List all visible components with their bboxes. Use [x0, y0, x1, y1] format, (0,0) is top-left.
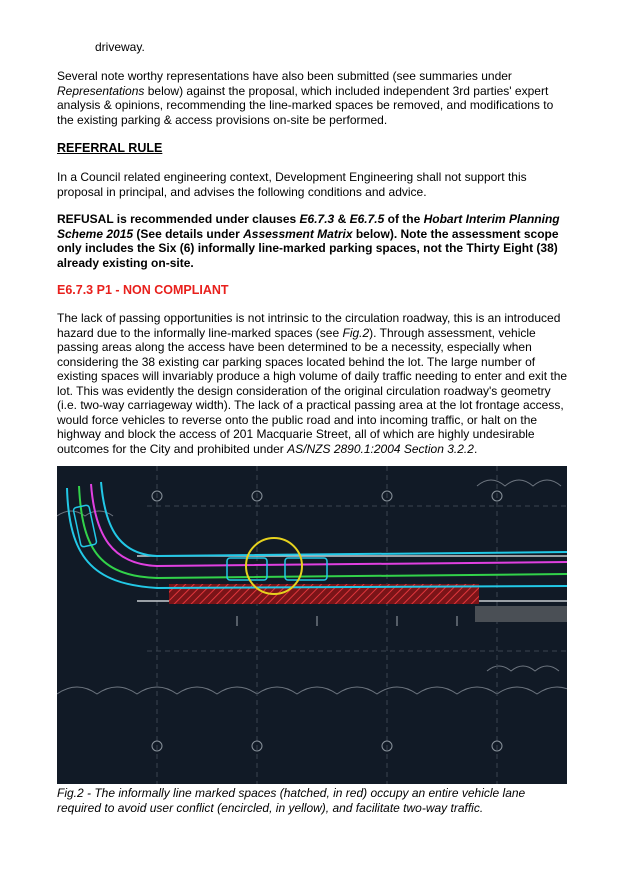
text-run: (See details under [133, 226, 244, 241]
text-run: ). Through assessment, vehicle passing areas along the access have been determined to be a necessity, especially when considering the 38 existing car parking spaces located behind the lot. The large number of existing spaces will invariably produce a high volume of daily traffic needing to enter and exit the lot. This was evidently the design consideration of the original circulation roadway's geometry (i.e. two-way carriageway width). The lack of a practical passing area at the lot frontage access, would force vehicles to reverse onto the public road and into incoming traffic, or halt on the highway and block the access of 201 Macquarie Street, all of which are highly undesirable outcomes for the City and prohibited under [57, 325, 568, 456]
text-run: . [473, 441, 478, 456]
referral-paragraph: In a Council related engineering context, Development Engineering shall not support this proposal in principal, and advises the following conditions and advice. [57, 170, 527, 199]
text-run: below). Note the assessment scope only includes the Six (6) informally line-marked parking spaces, not the Thirty Eight (38) already existing on-site. [57, 226, 559, 270]
grey-strip [475, 606, 567, 622]
dimension-ticks [237, 616, 457, 626]
text-run: The lack of passing opportunities is not intrinsic to the circulation roadway, this is an introduced hazard due to the informally line-marked spaces (see [57, 311, 561, 340]
continued-text: driveway. [95, 40, 145, 54]
text-run: below) against the proposal, which included independent 3rd parties' expert analysis & opinions, recommending the line-marked spaces be removed, and modifications to the existing parking & access provisions on-site be performed. [57, 83, 554, 127]
standard-ref: AS/NZS 2890.1:2004 Section 3.2.2 [287, 441, 474, 456]
clause-ref: E6.7.5 [349, 212, 385, 226]
text-run: Several note worthy representations have also been submitted (see summaries under [57, 69, 512, 83]
grid-markers [152, 491, 502, 751]
site-plan-figure [57, 466, 567, 784]
refusal-paragraph [57, 212, 569, 270]
matrix-ref: Assessment Matrix [243, 226, 353, 241]
text-run: & [334, 212, 350, 226]
compliance-heading: E6.7.3 P1 - NON COMPLIANT [57, 283, 229, 297]
representations-paragraph [57, 69, 569, 127]
text-run: REFUSAL is recommended under clauses [57, 212, 300, 226]
figure-caption: Fig.2 - The informally line marked spaces (hatched, in red) occupy an entire vehicle lane required to avoid user conflict (encircled, in yellow), and facilitate two-way traffic. [57, 786, 526, 815]
clause-ref: E6.7.3 [299, 212, 335, 226]
representations-link: Representations [57, 83, 145, 98]
grid-lines [147, 466, 567, 784]
text-run: of the [384, 212, 424, 226]
passing-paragraph [57, 311, 569, 456]
site-plan-drawing [57, 466, 567, 784]
referral-heading: REFERRAL RULE [57, 141, 163, 155]
scheme-name: Hobart Interim Planning Scheme 2015 [57, 212, 560, 241]
figure-ref: Fig.2 [342, 325, 370, 340]
